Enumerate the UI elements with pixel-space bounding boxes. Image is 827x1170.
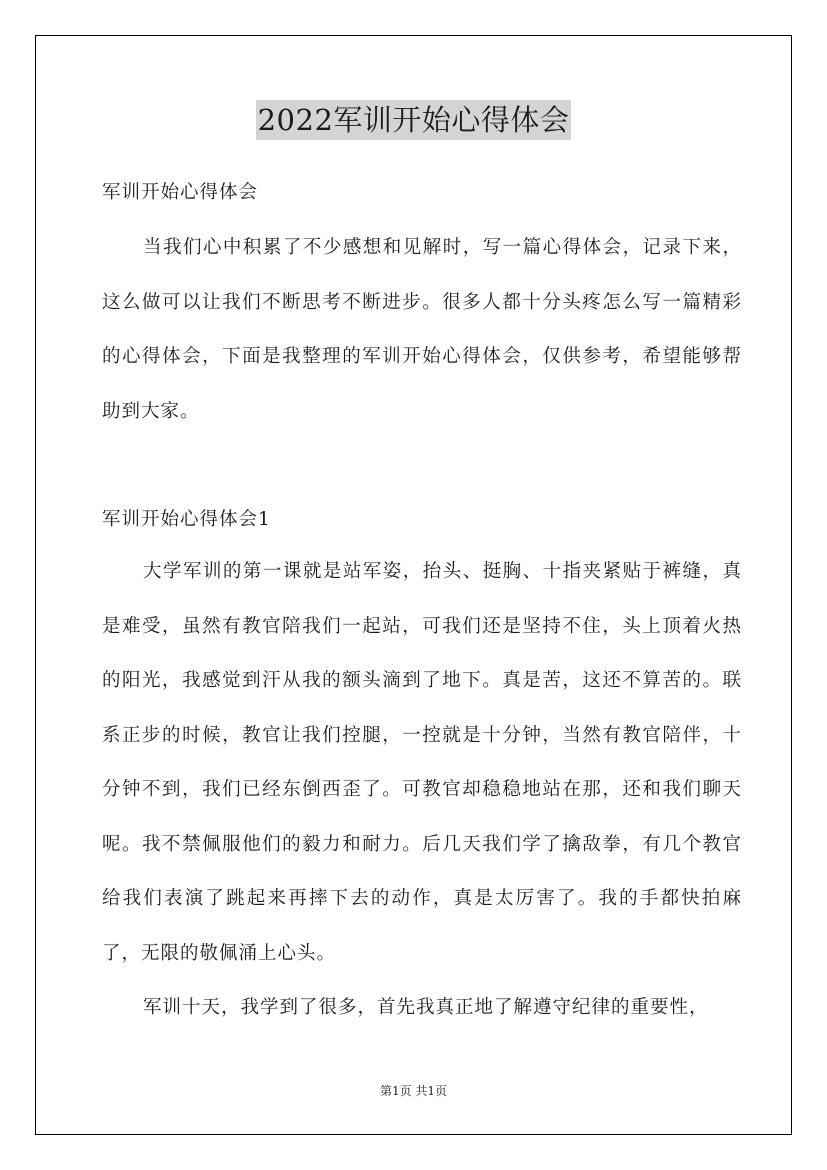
section1-paragraph-1: 大学军训的第一课就是站军姿，抬头、挺胸、十指夹紧贴于裤缝，真是难受，虽然有教官陪我们一起站，可我们还是坚持不住，头上顶着火热的阳光，我感觉到汗从我的额头滴到了地下。真是苦，这还不算苦的。联系正步的时候，教官让我们控腿，一控就是十分钟，当然有教官陪伴，十分钟不到，我们已经东倒西歪了。可教官却稳稳地站在那，还和我们聊天呢。我不禁佩服他们的毅力和耐力。后几天我们学了擒敌拳，有几个教官给我们表演了跳起来再摔下去的动作，真是太厉害了。我的手都快拍麻了，无限的敬佩涌上心头。 xyxy=(102,561,742,964)
section1-heading: 军训开始心得体会1 xyxy=(102,509,271,530)
intro-paragraph: 当我们心中积累了不少感想和见解时，写一篇心得体会，记录下来，这么做可以让我们不断思考不断进步。很多人都十分头疼怎么写一篇精彩的心得体会，下面是我整理的军训开始心得体会，仅供参考，希望能够帮助到大家。 xyxy=(102,237,742,422)
page-footer: 第1页 共1页 xyxy=(379,1084,448,1098)
intro-heading: 军训开始心得体会 xyxy=(102,182,259,203)
section1-paragraph-2: 军训十天，我学到了很多，首先我真正地了解遵守纪律的重要性， xyxy=(143,997,709,1018)
title-area xyxy=(0,100,827,140)
document-title: 2022军训开始心得体会 xyxy=(256,100,572,140)
